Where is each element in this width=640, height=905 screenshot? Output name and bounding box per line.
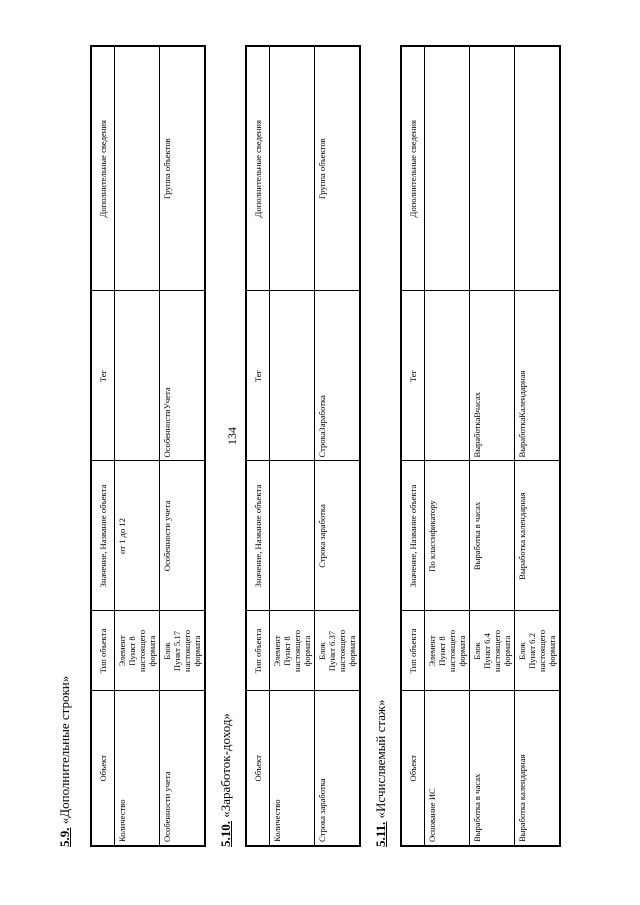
cell-value: Выработка календарная xyxy=(515,461,561,611)
cell-info: Группа объектов xyxy=(315,46,361,291)
cell-value: Строка заработка xyxy=(315,461,361,611)
cell-value: от 1 до 12 xyxy=(115,461,160,611)
cell-info xyxy=(425,46,470,291)
cell-tag: ОсобенностиУчета xyxy=(160,291,206,461)
section-heading-5-11 xyxy=(373,700,389,847)
col-header: Тип объекта xyxy=(401,611,425,691)
cell-tag: СтрокаЗаработка xyxy=(315,291,361,461)
col-header: Дополнительные сведения xyxy=(246,46,270,291)
cell-value xyxy=(270,461,315,611)
cell-type: Элемент Пункт 8 настоящего формата xyxy=(425,611,470,691)
table-header-row xyxy=(246,46,270,846)
cell-type: Блок Пункт 5.17 настоящего формата xyxy=(160,611,206,691)
table-header-row xyxy=(91,46,115,846)
section-heading-5-10 xyxy=(218,713,234,847)
table-5-10 xyxy=(245,45,361,847)
cell-object: Количество xyxy=(270,691,315,846)
col-header: Объект xyxy=(246,691,270,846)
cell-tag: ВыработкаВчасах xyxy=(470,291,515,461)
cell-value: Выработка в часах xyxy=(470,461,515,611)
col-header: Дополнительные сведения xyxy=(91,46,115,291)
cell-object: Основание ИС xyxy=(425,691,470,846)
table-row xyxy=(270,46,315,846)
col-header: Объект xyxy=(401,691,425,846)
table-header-row xyxy=(401,46,425,846)
col-header: Тип объекта xyxy=(246,611,270,691)
section-title: «Заработок-доход» xyxy=(218,713,233,818)
cell-object: Особенности учета xyxy=(160,691,206,846)
table-row xyxy=(470,46,515,846)
col-header: Значение, Название объекта xyxy=(91,461,115,611)
cell-type: Блок Пункт 6.4 настоящего формата xyxy=(470,611,515,691)
col-header: Тип объекта xyxy=(91,611,115,691)
cell-object: Выработка календарная xyxy=(515,691,561,846)
col-header: Тег xyxy=(246,291,270,461)
page-number: 134 xyxy=(225,427,239,445)
cell-value: По классификатору xyxy=(425,461,470,611)
cell-type: Элемент Пункт 8 настоящего формата xyxy=(115,611,160,691)
table-5-9 xyxy=(90,45,206,847)
section-title: «Исчисляемый стаж» xyxy=(373,699,388,819)
cell-object: Количество xyxy=(115,691,160,846)
col-header: Значение, Название объекта xyxy=(401,461,425,611)
section-heading-5-9 xyxy=(57,676,73,847)
table-row xyxy=(315,46,361,846)
cell-tag: ВыработкаКалендарная xyxy=(515,291,561,461)
cell-object: Выработка в часах xyxy=(470,691,515,846)
cell-info xyxy=(270,46,315,291)
table-row xyxy=(515,46,561,846)
col-header: Тег xyxy=(91,291,115,461)
cell-type: Блок Пункт 6.2 настоящего формата xyxy=(515,611,561,691)
col-header: Значение, Название объекта xyxy=(246,461,270,611)
table-row xyxy=(160,46,206,846)
section-number: 5.10. xyxy=(218,821,233,847)
table-row xyxy=(425,46,470,846)
table-row xyxy=(115,46,160,846)
cell-tag xyxy=(115,291,160,461)
cell-type: Блок Пункт 6.37 настоящего формата xyxy=(315,611,361,691)
section-number: 5.9. xyxy=(57,827,72,847)
table-5-11 xyxy=(400,45,561,847)
section-number: 5.11. xyxy=(373,821,388,847)
cell-type: Элемент Пункт 8 настоящего формата xyxy=(270,611,315,691)
cell-info: Группа объектов xyxy=(160,46,206,291)
cell-value: Особенности учета xyxy=(160,461,206,611)
cell-tag xyxy=(425,291,470,461)
col-header: Объект xyxy=(91,691,115,846)
col-header: Дополнительные сведения xyxy=(401,46,425,291)
section-title: «Дополнительные строки» xyxy=(57,675,72,825)
cell-tag xyxy=(270,291,315,461)
cell-info xyxy=(515,46,561,291)
cell-info xyxy=(115,46,160,291)
cell-object: Строка заработка xyxy=(315,691,361,846)
cell-info xyxy=(470,46,515,291)
col-header: Тег xyxy=(401,291,425,461)
